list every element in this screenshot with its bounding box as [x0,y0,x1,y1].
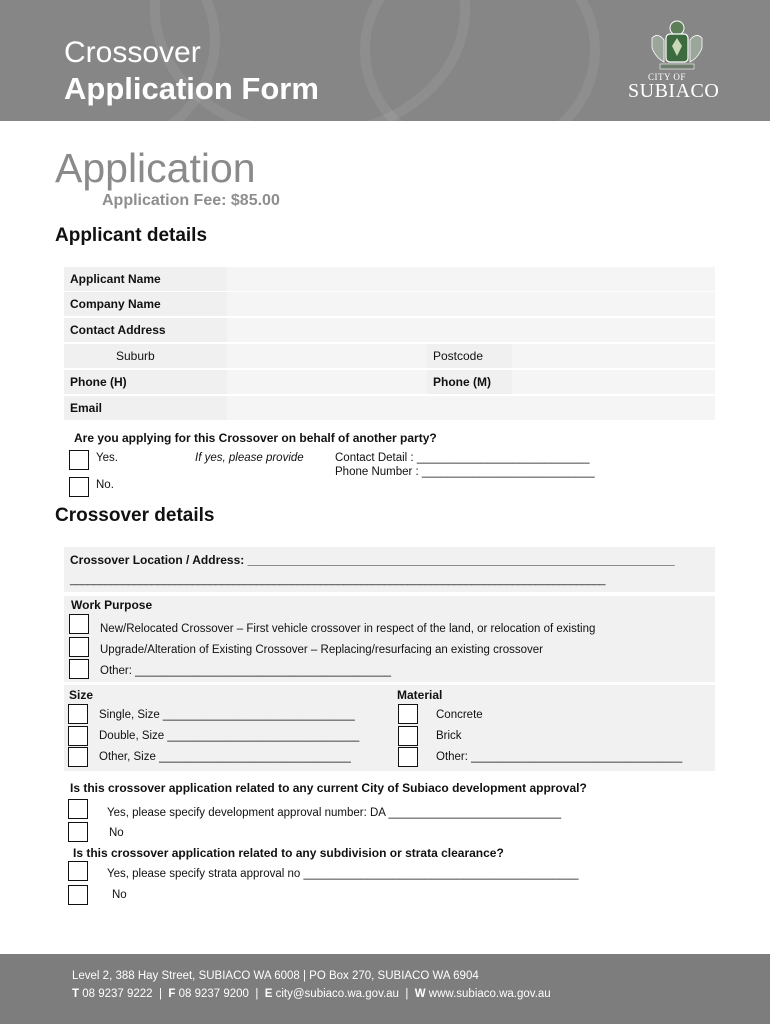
strata-question: Is this crossover application related to any subdivision or strata clearance? [73,846,504,860]
phone-m-field[interactable] [512,370,715,394]
footer-f-label: F [168,988,176,1000]
material-label: Material [397,688,443,702]
strata-no-label: No [112,889,127,901]
dev-yes-label[interactable]: Yes, please specify development approval number: DA ___________________________ [107,807,562,819]
phone-h-label: Phone (H) [70,375,127,389]
wp-upgrade-label: Upgrade/Alteration of Existing Crossover – Replacing/resurfacing an existing crossover [100,644,543,656]
applicant-name-label: Applicant Name [70,272,161,286]
footer-email[interactable]: city@subiaco.wa.gov.au [275,988,399,1000]
footer-e-label: E [264,988,273,1000]
mat-brick-checkbox[interactable] [398,726,418,746]
mat-concrete-label: Concrete [436,709,483,721]
logo-subiaco: SUBIACO [628,80,720,102]
dev-yes-checkbox[interactable] [68,799,88,819]
dev-approval-question: Is this crossover application related to any current City of Subiaco development approval? [70,781,587,795]
footer-phone: 08 9237 9222 [82,988,153,1000]
phone-h-field[interactable] [227,370,427,394]
strata-no-checkbox[interactable] [68,885,88,905]
footer-t-label: T [72,988,80,1000]
wp-new-checkbox[interactable] [69,614,89,634]
mat-concrete-checkbox[interactable] [398,704,418,724]
size-other-label[interactable]: Other, Size ______________________________ [99,751,351,763]
mat-brick-label: Brick [436,730,462,742]
postcode-field[interactable] [512,344,715,368]
phone-m-label: Phone (M) [433,375,491,389]
dev-no-label: No [109,827,124,839]
another-party-question: Are you applying for this Crossover on behalf of another party? [74,431,437,445]
mat-other-checkbox[interactable] [398,747,418,767]
if-yes-note: If yes, please provide [195,452,304,464]
company-name-label: Company Name [70,297,161,311]
header-title-small: Crossover [64,36,201,69]
applicant-name-field[interactable] [227,267,715,291]
applicant-name-row [64,267,715,291]
contact-address-field[interactable] [227,318,715,342]
wp-other-checkbox[interactable] [69,659,89,679]
email-field[interactable] [227,396,715,420]
work-purpose-label: Work Purpose [71,598,153,612]
contact-address-row [64,318,715,342]
strata-yes-checkbox[interactable] [68,861,88,881]
wp-upgrade-checkbox[interactable] [69,637,89,657]
mat-other-label[interactable]: Other: _________________________________ [436,751,683,763]
logo-city-of: CITY OF [648,72,686,82]
suburb-field[interactable] [227,344,427,368]
suburb-row [64,344,715,368]
phone-number-line: Phone Number : ___________________________ [335,466,595,478]
size-other-checkbox[interactable] [68,747,88,767]
company-name-row [64,292,715,316]
city-crest-logo [646,18,708,76]
footer-w-label: W [414,988,426,1000]
crossover-location-line2[interactable]: ____________________________________________________________________________________________ [70,574,606,586]
footer-contacts: T 08 9237 9222 | F 08 9237 9200 | E city@subiaco.wa.gov.au | W www.subiaco.wa.gov.au [72,988,551,1000]
contact-detail-line: Contact Detail : ___________________________ [335,452,590,464]
contact-address-label: Contact Address [70,323,166,337]
crossover-location-field[interactable]: Crossover Location / Address: ________________________________________________________________ [70,553,675,567]
suburb-label: Suburb [116,349,155,363]
page-title: Application [55,145,256,191]
size-single-label[interactable]: Single, Size ______________________________ [99,709,355,721]
wp-other-label[interactable]: Other: ________________________________________ [100,665,391,677]
email-label: Email [70,401,103,415]
crossover-details-heading: Crossover details [55,505,215,526]
phone-row [64,370,715,394]
footer-fax: 08 9237 9200 [178,988,249,1000]
postcode-label: Postcode [433,349,484,363]
another-party-yes-label: Yes. [96,452,118,464]
footer-web[interactable]: www.subiaco.wa.gov.au [428,988,551,1000]
strata-yes-label[interactable]: Yes, please specify strata approval no ___________________________________________ [107,868,579,880]
size-label: Size [69,688,94,702]
header-title-large: Application Form [64,71,319,106]
application-fee: Application Fee: $85.00 [102,192,280,209]
another-party-no-checkbox[interactable] [69,477,89,497]
footer-address: Level 2, 388 Hay Street, SUBIACO WA 6008 | PO Box 270, SUBIACO WA 6904 [72,970,479,982]
company-name-field[interactable] [227,292,715,316]
size-double-checkbox[interactable] [68,726,88,746]
another-party-no-label: No. [96,479,114,491]
another-party-yes-checkbox[interactable] [69,450,89,470]
dev-no-checkbox[interactable] [68,822,88,842]
size-double-label[interactable]: Double, Size ______________________________ [99,730,360,742]
applicant-details-heading: Applicant details [55,225,208,246]
size-single-checkbox[interactable] [68,704,88,724]
wp-new-label: New/Relocated Crossover – First vehicle crossover in respect of the land, or relocation of existing [100,623,596,635]
email-row [64,396,715,420]
